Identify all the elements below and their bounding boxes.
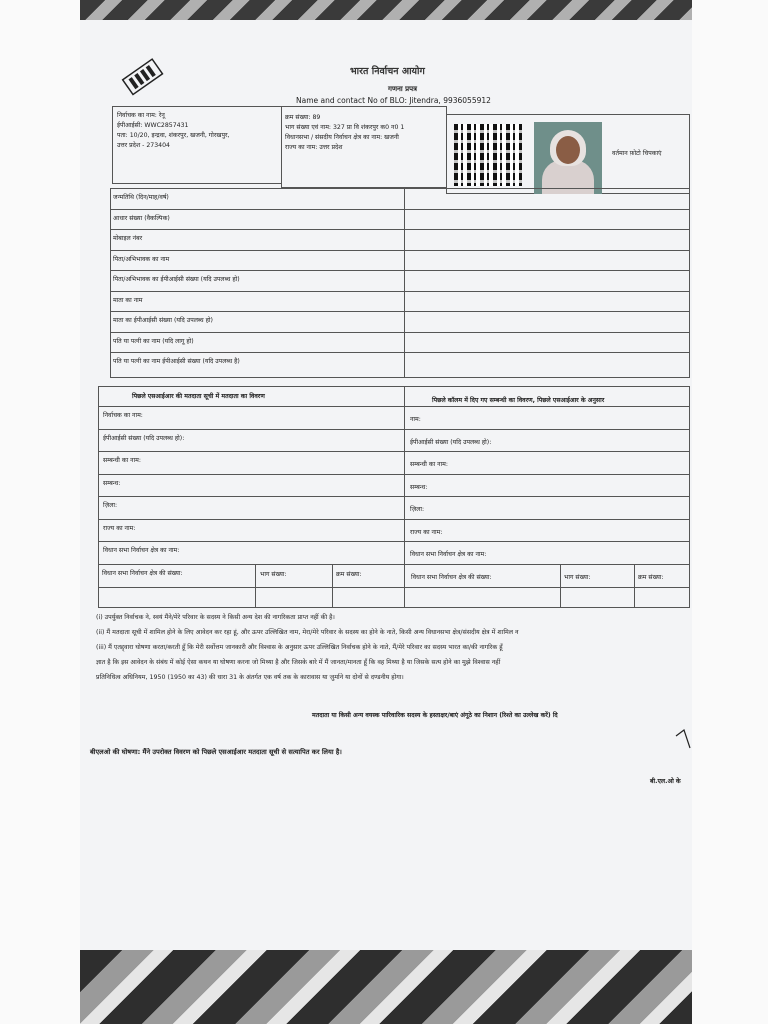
prev-left-label: सम्बन्धी का नाम: [103,457,141,464]
personal-row-line [110,332,690,333]
personal-row-label: मोबाइल नंबर [113,235,143,242]
elector-name: निर्वाचक का नाम: रेनू [117,112,165,119]
prev-left-label: सम्बन्ध: [103,479,121,487]
blo-declaration: बीएलओ की घोषणा: मैंने उपरोक्त विवरण को पिछले एसआईआर मतदाता सूची से सत्यापित कर लिया है। [90,748,342,756]
form-title: भारत निर्वाचन आयोग [350,66,425,77]
row-line [98,587,690,588]
photo-label: वर्तमान फ़ोटो चिपकाएं [612,150,662,157]
qr-pattern [454,124,522,186]
constituency: विधानसभा / संसदीय निर्वाचन क्षेत्र का नाम: खजनी [285,134,399,141]
prev-right-heading: पिछले कॉलम में दिए गए सम्बन्धी का विवरण, पिछले एसआईआर के अनुसार [432,397,605,404]
signature-label: मतदाता या किसी अन्य वयस्क पारिवारिक सदस्य के हस्ताक्षर/बाएं अंगूठे का निशान (रिश्ते का उल्लेख करें) दि [312,712,558,719]
ac-number-left: विधान सभा निर्वाचन क्षेत्र की संख्या: [102,570,183,577]
ac-number-right: विधान सभा निर्वाचन क्षेत्र की संख्या: [411,574,492,581]
prev-left-heading: पिछले एसआईआर की मतदाता सूची में मतदाता का विवरण [132,393,265,400]
floor-top [80,0,692,22]
declaration-line: (i) उपर्युक्त निर्वाचक ने, स्वयं मैंने/मेरे परिवार के सदस्य ने किसी अन्य देश की नागरिकता प्राप्त नहीं की है। [96,614,335,621]
prev-row-line [98,496,690,497]
prev-row-line [98,541,690,542]
personal-row-line [110,352,690,353]
part-number-left: भाग संख्या: [260,571,287,578]
prev-right-label: ज़िला: [410,506,425,513]
personal-row-label: माता का नाम [113,296,143,304]
prev-right-label: विधान सभा निर्वाचन क्षेत्र का नाम: [410,551,487,558]
previous-sir-table [98,386,690,608]
elector-epic: ईपीआईसी: WWC2857431 [117,122,189,129]
prev-left-label: ज़िला: [103,502,118,509]
part-number-right: भाग संख्या: [564,574,591,581]
prev-row-line [98,451,690,452]
personal-row-line [110,311,690,312]
personal-row-line [110,250,690,251]
declaration-line: (ii) मैं मतदाता सूची में शामिल होने के लिए आवेदन कर रहा हूं, और ऊपर उल्लिखित नाम, मेरा/मेरे परिवार के सदस्य का होने के नाते, किसी अन्य विधानसभा क्षेत्र/संसदीय क्षेत्र में शामिल न [96,629,519,636]
prev-row-line [98,474,690,475]
form-subtitle: गणना प्रपत्र [388,85,417,93]
photo-face [556,136,580,164]
personal-row-label: पिता/अभिभावक का ईपीआईसी संख्या (यदि उपलब्ध हो) [113,276,240,283]
prev-right-label: सम्बन्धी का नाम: [410,461,448,468]
personal-row-label: पति या पत्नी का नाम (यदि लागू हो) [113,337,194,345]
prev-left-label: ईपीआईसी संख्या (यदि उपलब्ध हो): [103,434,185,442]
serial-no: क्रम संख्या: 89 [285,114,321,121]
declaration-line: ज्ञात है कि इस आवेदन के संबंध में कोई ऐसा कथन या घोषणा करना जो मिथ्या है और जिसके बारे में मैं जानता/मानता हूँ कि वह मिथ्या है या जिसके सत्य होने का मुझे विश्वास नहीं [96,659,501,666]
declaration-line: (iii) मैं एतद्द्वारा घोषणा करता/करती हूँ कि मेरी सर्वोत्तम जानकारी और विश्वास के अनुसार ऊपर उल्लिखित निर्वाचक होने के नाते, मैं/मेरे परिवार का सदस्य भारत का/की नागरिक हूँ [96,644,503,651]
serial-number-left: क्रम संख्या: [336,571,362,578]
personal-row-line [110,291,690,292]
prev-left-label: विधान सभा निर्वाचन क्षेत्र का नाम: [103,547,180,554]
table-divider [404,188,405,378]
elector-state: उत्तर प्रदेश - 273404 [117,142,170,149]
voter-photo [534,122,602,194]
prev-heading-line [98,406,690,407]
declaration-line: प्रतिनिधित्व अधिनियम, 1950 (1950 का 43) की धारा 31 के अंतर्गत एक वर्ष तक के कारावास या जुर्माने या दोनों से दण्डनीय होगा। [96,674,404,681]
personal-row-line [110,209,690,210]
prev-right-label: सम्बन्ध: [410,483,428,491]
personal-row-label: पिता/अभिभावक का नाम [113,255,170,263]
prev-left-label: राज्य का नाम: [103,524,136,532]
prev-right-label: नाम: [410,416,421,423]
prev-row-line [98,429,690,430]
prev-right-label: ईपीआईसी संख्या (यदि उपलब्ध हो): [410,438,492,446]
personal-row-label: आधार संख्या (वैकल्पिक) [113,214,170,222]
prev-row-line [98,564,690,565]
prev-left-label: निर्वाचक का नाम: [103,412,143,419]
floor-bottom [80,950,692,1024]
previous-sir-divider [404,386,405,608]
prev-row-line [98,519,690,520]
blo-contact: Name and contact No of BLO: Jitendra, 9936055912 [296,96,491,105]
blo-signature: बी.एल.ओ के [650,778,681,785]
part-no-name: भाग संख्या एवं नाम: 327 प्रा वि शंकरपुर क0 न0 1 [285,124,405,131]
serial-number-right: क्रम संख्या: [638,574,664,581]
state-name: राज्य का नाम: उत्तर प्रदेश [285,144,343,151]
personal-row-label: माता का ईपीआईसी संख्या (यदि उपलब्ध हो) [113,317,213,324]
signature-mark-icon [674,728,692,750]
personal-row-line [110,229,690,230]
eci-logo-icon [120,56,164,96]
prev-right-label: राज्य का नाम: [410,528,443,536]
elector-address: पता: 10/20, इन्द्रवा, शंकरपुर, खजनी, गोरखपुर, [117,132,230,139]
personal-row-line [110,270,690,271]
personal-row-label: पति या पत्नी का नाम ईपीआईसी संख्या (यदि उपलब्ध है) [113,358,240,365]
personal-row-label: जन्मतिथि (दिन/माह/वर्ष) [113,194,169,201]
